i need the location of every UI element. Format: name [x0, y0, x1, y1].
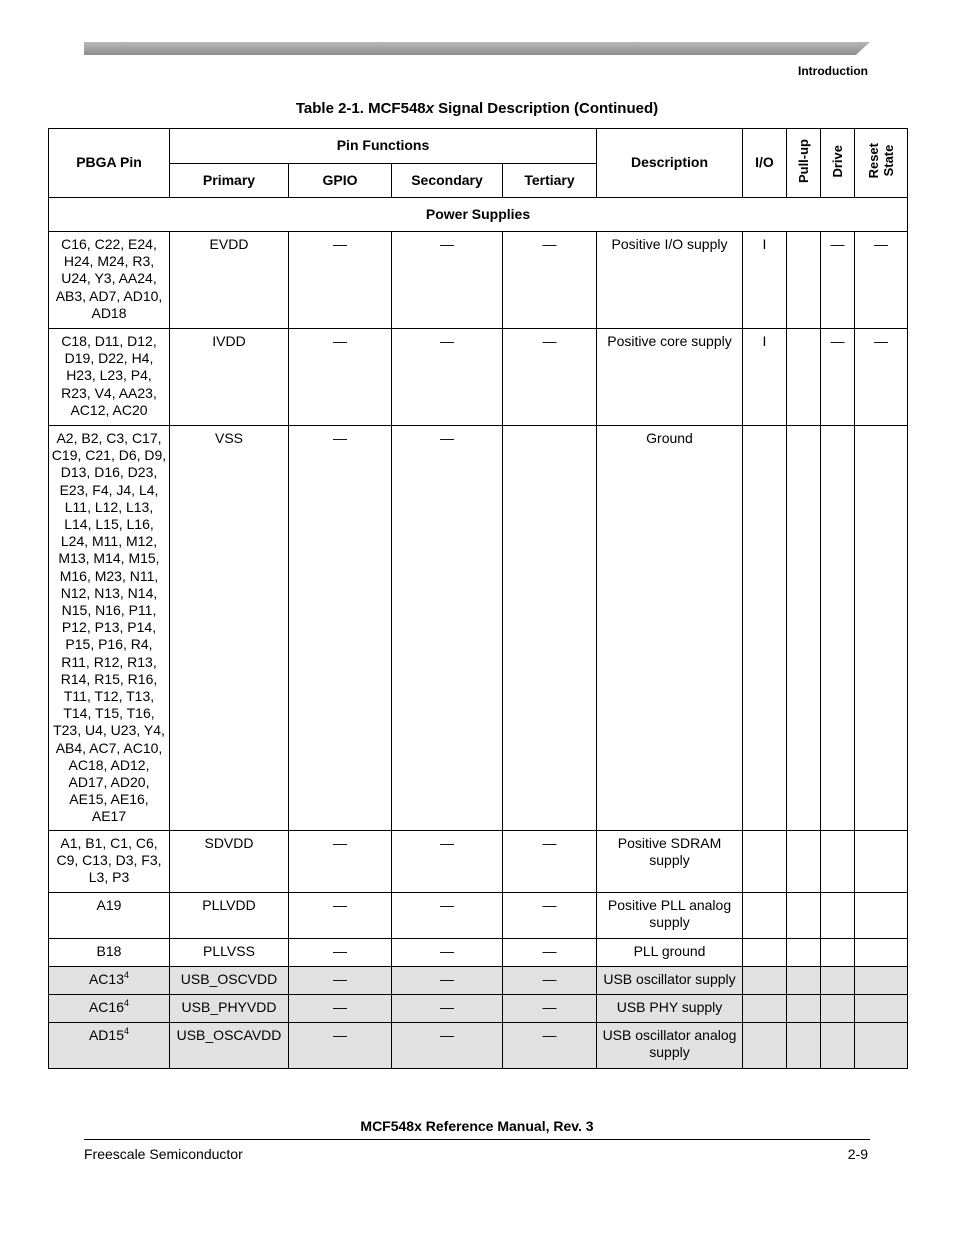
table-row	[49, 939, 908, 967]
cell-description	[597, 232, 743, 329]
cell-secondary	[392, 831, 503, 893]
table-row	[49, 967, 908, 995]
header-drive	[821, 129, 855, 198]
cell-pbga-pin-text: A2, B2, C3, C17, C19, C21, D6, D9, D13, D16, D23, E23, F4, J4, L4, L11, L12, L13, L14, L15, L16, L24, M11, M12, M13, M14, M15, M16, M23, N11, N12, N13, N14, N15, N16, P11, P12, P13, P14, P15, P16, R4, R11, R12, R13, R14, R15, R16, T11, T12, T13, T14, T15, T16, T23, U4, U23, Y4, AB4, AC7, AC10, AC18, AD12, AD17, AD20, AE15, AE16, AE17	[51, 430, 167, 825]
table-row	[49, 831, 908, 893]
cell-pullup	[787, 1023, 821, 1069]
cell-drive	[821, 995, 855, 1023]
table-title-italic: x	[425, 100, 434, 117]
header-tertiary: Tertiary	[503, 164, 597, 198]
cell-pbga-pin-text: A1, B1, C1, C6, C9, C13, D3, F3, L3, P3	[56, 835, 162, 886]
cell-secondary	[392, 329, 503, 426]
section-header: Introduction	[798, 64, 868, 78]
cell-gpio	[289, 831, 392, 893]
cell-primary	[170, 995, 289, 1023]
table-row	[49, 995, 908, 1023]
cell-pbga-pin	[49, 426, 170, 831]
cell-gpio	[289, 995, 392, 1023]
cell-pbga-pin	[49, 995, 170, 1023]
cell-pullup	[787, 831, 821, 893]
cell-gpio-text: —	[333, 835, 347, 851]
cell-description-text: USB oscillator supply	[603, 971, 736, 987]
header-description: Description	[597, 129, 743, 198]
cell-primary	[170, 939, 289, 967]
cell-io	[743, 329, 787, 426]
cell-tertiary-text: —	[542, 1027, 557, 1043]
cell-primary-text: SDVDD	[204, 835, 254, 851]
cell-reset-state	[855, 426, 908, 831]
cell-io-text: I	[762, 236, 767, 252]
cell-io	[743, 426, 787, 831]
cell-gpio-text: —	[333, 430, 347, 446]
cell-tertiary	[503, 939, 597, 967]
cell-gpio-text: —	[333, 236, 347, 252]
cell-pbga-pin-text: C16, C22, E24, H24, M24, R3, U24, Y3, AA24, AB3, AD7, AD10, AD18	[55, 236, 163, 321]
cell-description	[597, 893, 743, 939]
cell-secondary-text: —	[440, 333, 454, 349]
header-secondary: Secondary	[392, 164, 503, 198]
header-pullup	[787, 129, 821, 198]
cell-pullup	[787, 939, 821, 967]
footer-divider	[84, 1139, 870, 1140]
cell-pbga-pin	[49, 893, 170, 939]
cell-secondary	[392, 967, 503, 995]
cell-description-text: Positive I/O supply	[611, 236, 728, 252]
cell-gpio-text: —	[333, 333, 347, 349]
cell-gpio-text: —	[333, 971, 347, 987]
cell-secondary	[392, 1023, 503, 1069]
cell-pbga-pin	[49, 1023, 170, 1069]
cell-description	[597, 1023, 743, 1069]
cell-tertiary	[503, 426, 597, 831]
pin-footnote-ref: 4	[124, 970, 130, 980]
cell-pbga-pin	[49, 939, 170, 967]
cell-secondary	[392, 893, 503, 939]
cell-gpio-text: —	[333, 999, 347, 1015]
header-io: I/O	[743, 129, 787, 198]
cell-primary-text: USB_OSCVDD	[180, 971, 278, 987]
cell-reset-state	[855, 1023, 908, 1069]
cell-drive-text: —	[830, 333, 845, 349]
cell-primary-text: PLLVSS	[203, 943, 255, 959]
cell-drive	[821, 939, 855, 967]
cell-gpio	[289, 967, 392, 995]
table-row	[49, 329, 908, 426]
cell-reset-state	[855, 995, 908, 1023]
table-row	[49, 1023, 908, 1069]
cell-primary-text: EVDD	[209, 236, 249, 252]
cell-reset-state-text: —	[874, 236, 888, 252]
cell-description	[597, 329, 743, 426]
cell-io-text: I	[762, 333, 767, 349]
table-row	[49, 426, 908, 831]
cell-description-text: Positive SDRAM supply	[617, 835, 722, 869]
cell-pbga-pin	[49, 232, 170, 329]
cell-reset-state	[855, 939, 908, 967]
cell-pbga-pin-text: B18	[96, 943, 122, 959]
cell-pullup	[787, 995, 821, 1023]
cell-gpio	[289, 939, 392, 967]
cell-primary	[170, 232, 289, 329]
cell-secondary-text: —	[440, 1027, 454, 1043]
cell-primary-text: USB_PHYVDD	[181, 999, 277, 1015]
cell-description	[597, 939, 743, 967]
table-row	[49, 232, 908, 329]
cell-gpio	[289, 893, 392, 939]
cell-pbga-pin-text: C18, D11, D12, D19, D22, H4, H23, L23, P4, R23, V4, AA23, AC12, AC20	[61, 333, 157, 418]
cell-drive	[821, 893, 855, 939]
pin-footnote-ref: 4	[124, 998, 130, 1008]
cell-gpio-text: —	[333, 943, 347, 959]
cell-pbga-pin-text: AC16	[88, 999, 124, 1015]
cell-primary-text: USB_OSCAVDD	[176, 1027, 282, 1043]
cell-secondary-text: —	[440, 943, 454, 959]
cell-reset-state	[855, 329, 908, 426]
table-title	[0, 100, 954, 117]
header-pullup-label: Pull-up	[796, 138, 811, 183]
cell-tertiary-text: —	[542, 897, 557, 913]
cell-description-text: USB PHY supply	[616, 999, 723, 1015]
cell-description-text: Positive core supply	[607, 333, 732, 349]
cell-description	[597, 831, 743, 893]
cell-reset-state-text: —	[874, 333, 888, 349]
header-gpio: GPIO	[289, 164, 392, 198]
cell-tertiary	[503, 995, 597, 1023]
cell-secondary	[392, 232, 503, 329]
header-primary: Primary	[170, 164, 289, 198]
cell-io	[743, 995, 787, 1023]
header-drive-label: Drive	[830, 144, 845, 178]
cell-tertiary	[503, 1023, 597, 1069]
cell-io	[743, 232, 787, 329]
cell-pbga-pin-text: A19	[96, 897, 122, 913]
cell-pbga-pin	[49, 831, 170, 893]
cell-tertiary	[503, 232, 597, 329]
pin-footnote-ref: 4	[124, 1026, 130, 1036]
cell-primary	[170, 831, 289, 893]
table-title-main: Table 2-1. MCF548	[295, 100, 426, 117]
cell-tertiary-text: —	[542, 236, 557, 252]
cell-description-text: PLL ground	[633, 943, 706, 959]
cell-gpio-text: —	[333, 1027, 347, 1043]
cell-reset-state	[855, 232, 908, 329]
cell-secondary-text: —	[440, 236, 454, 252]
cell-io	[743, 831, 787, 893]
cell-description	[597, 426, 743, 831]
cell-primary-text: IVDD	[212, 333, 246, 349]
cell-pullup	[787, 426, 821, 831]
cell-drive	[821, 426, 855, 831]
footer-page-number: 2-9	[847, 1146, 868, 1162]
cell-primary	[170, 329, 289, 426]
cell-tertiary-text: —	[542, 835, 557, 851]
cell-secondary-text: —	[440, 430, 454, 446]
cell-drive	[821, 1023, 855, 1069]
cell-io	[743, 939, 787, 967]
cell-gpio	[289, 426, 392, 831]
cell-tertiary-text: —	[542, 333, 557, 349]
header-pin-functions: Pin Functions	[170, 129, 597, 164]
cell-description-text: Positive PLL analog supply	[607, 897, 732, 931]
cell-tertiary-text: —	[542, 999, 557, 1015]
table-title-suffix: Signal Description (Continued)	[433, 100, 659, 117]
cell-tertiary	[503, 967, 597, 995]
header-bar	[84, 42, 870, 55]
cell-drive	[821, 329, 855, 426]
cell-primary	[170, 426, 289, 831]
cell-pullup	[787, 893, 821, 939]
cell-secondary-text: —	[440, 835, 454, 851]
cell-secondary-text: —	[440, 897, 454, 913]
cell-tertiary	[503, 893, 597, 939]
cell-io	[743, 1023, 787, 1069]
cell-drive	[821, 232, 855, 329]
cell-pullup	[787, 329, 821, 426]
cell-drive	[821, 831, 855, 893]
cell-reset-state	[855, 831, 908, 893]
cell-pbga-pin	[49, 967, 170, 995]
header-pbga-pin: PBGA Pin	[49, 129, 170, 198]
cell-primary	[170, 967, 289, 995]
cell-pullup	[787, 232, 821, 329]
cell-gpio	[289, 1023, 392, 1069]
cell-gpio	[289, 329, 392, 426]
cell-gpio-text: —	[333, 897, 347, 913]
cell-reset-state	[855, 967, 908, 995]
cell-primary-text: VSS	[214, 430, 243, 446]
cell-tertiary-text: —	[542, 943, 557, 959]
cell-pbga-pin-text: AC13	[88, 971, 124, 987]
cell-tertiary	[503, 329, 597, 426]
cell-secondary-text: —	[440, 999, 454, 1015]
cell-tertiary-text: —	[542, 971, 557, 987]
cell-secondary-text: —	[440, 971, 454, 987]
cell-pbga-pin-text: AD15	[88, 1027, 124, 1043]
section-power-supplies: Power Supplies	[49, 198, 908, 232]
cell-gpio	[289, 232, 392, 329]
cell-secondary	[392, 939, 503, 967]
footer-manual-title: MCF548x Reference Manual, Rev. 3	[360, 1118, 594, 1134]
cell-io	[743, 967, 787, 995]
cell-secondary	[392, 426, 503, 831]
signal-table	[48, 128, 908, 1069]
header-reset-state-label: Reset State	[866, 143, 896, 179]
cell-pbga-pin	[49, 329, 170, 426]
footer-company: Freescale Semiconductor	[84, 1146, 243, 1162]
cell-description-text: Ground	[646, 430, 693, 446]
cell-reset-state	[855, 893, 908, 939]
cell-drive	[821, 967, 855, 995]
cell-secondary	[392, 995, 503, 1023]
cell-description-text: USB oscillator analog supply	[602, 1027, 737, 1061]
table-row	[49, 893, 908, 939]
cell-primary-text: PLLVDD	[202, 897, 256, 913]
cell-drive-text: —	[830, 236, 845, 252]
cell-primary	[170, 1023, 289, 1069]
cell-primary	[170, 893, 289, 939]
cell-description	[597, 995, 743, 1023]
cell-pullup	[787, 967, 821, 995]
cell-io	[743, 893, 787, 939]
cell-tertiary	[503, 831, 597, 893]
cell-description	[597, 967, 743, 995]
header-reset-state	[855, 129, 908, 198]
